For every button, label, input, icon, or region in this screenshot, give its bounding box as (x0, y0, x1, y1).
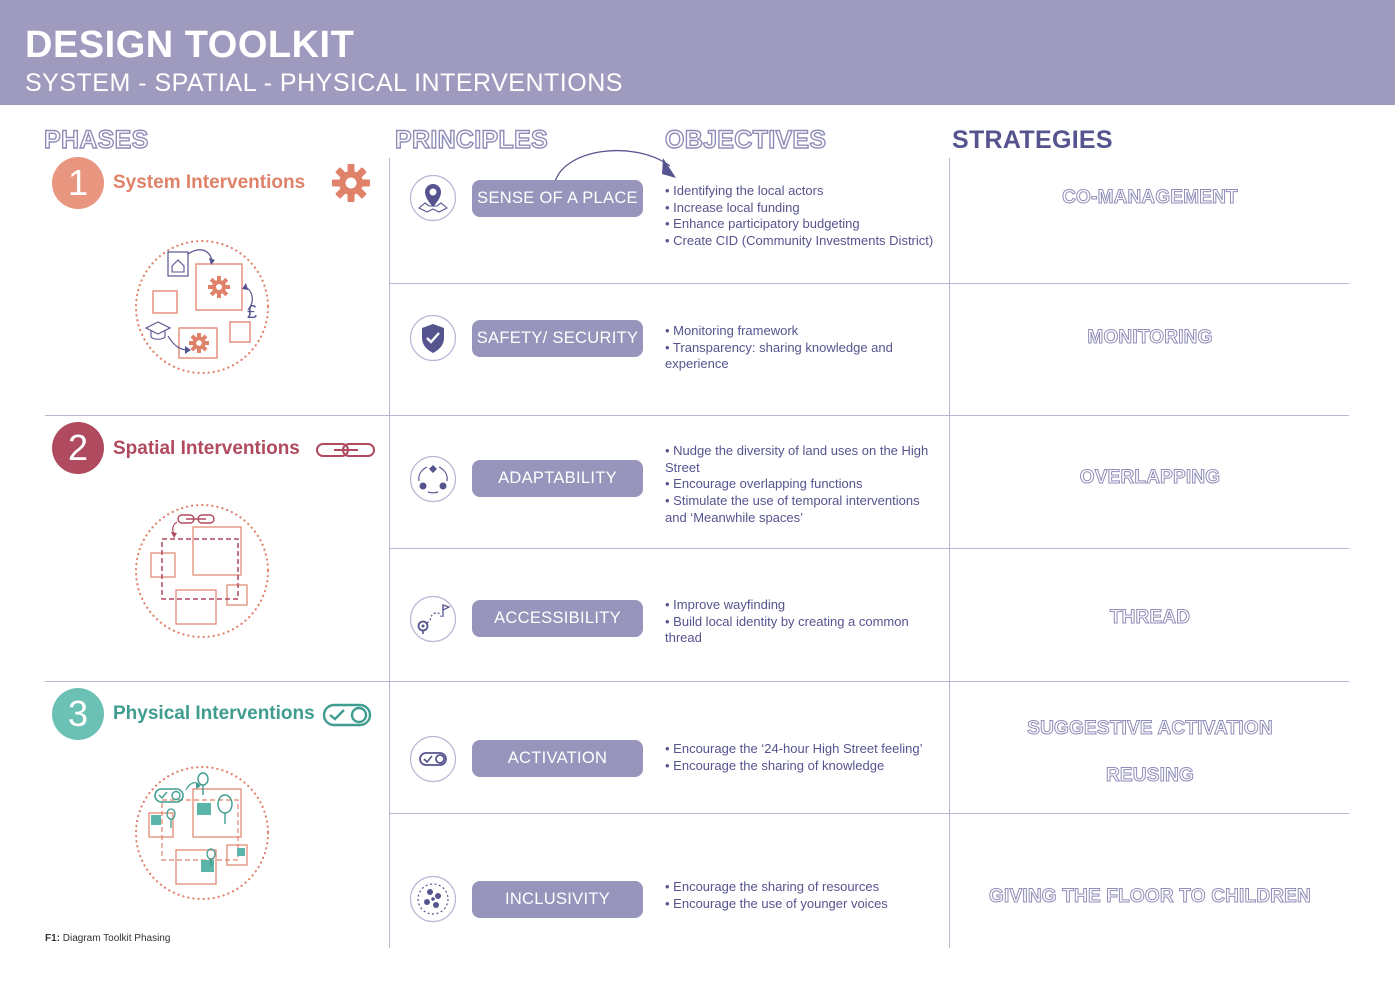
svg-text:£: £ (247, 302, 258, 322)
strategy-monitoring: MONITORING (1087, 327, 1213, 348)
objectives-accessibility (665, 597, 947, 647)
map-pin-icon (409, 174, 457, 222)
phase-2-number: 2 (52, 422, 104, 474)
page-title: DESIGN TOOLKIT (25, 24, 355, 66)
grid-divider (390, 283, 1349, 284)
strategy-suggestive-activation: SUGGESTIVE ACTIVATION (1027, 718, 1273, 739)
principle-activation: ACTIVATION (472, 740, 643, 777)
phase-2-title: Spatial Interventions (113, 438, 300, 459)
figure-caption (45, 933, 170, 944)
column-header-objectives: OBJECTIVES (665, 126, 827, 154)
caption-text: Diagram Toolkit Phasing (60, 933, 171, 944)
phase-1-title: System Interventions (113, 172, 306, 193)
objective-item: • Create CID (Community Investments District) (665, 233, 934, 249)
objective-item: • Encourage the sharing of knowledge (665, 757, 885, 773)
column-header-strategies: STRATEGIES (952, 126, 1113, 154)
principle-safety-security: SAFETY/ SECURITY (472, 320, 643, 357)
objective-item: • Nudge the diversity of land uses on the High (665, 443, 929, 458)
strategy-overlapping: OVERLAPPING (1079, 467, 1221, 488)
objective-item: • Encourage overlapping functions (665, 476, 863, 492)
objectives-sense-of-a-place (665, 183, 947, 250)
strategy-giving-the-floor-to-children: GIVING THE FLOOR TO CHILDREN (989, 886, 1311, 907)
objective-item: • Encourage the use of younger voices (665, 895, 888, 911)
principle-inclusivity: INCLUSIVITY (472, 881, 643, 918)
objective-item: • Increase local funding (665, 199, 800, 215)
grid-divider (45, 681, 1349, 682)
principle-accessibility: ACCESSIBILITY (472, 600, 643, 637)
caption-ref: F1: (45, 933, 60, 944)
grid-divider (389, 158, 390, 948)
physical-illustration (130, 762, 275, 907)
shield-check-icon (409, 314, 457, 362)
objective-item: • Encourage the sharing of resources (665, 879, 880, 894)
objectives-adaptability (665, 443, 947, 527)
strategy-reusing: REUSING (1106, 765, 1194, 786)
objective-item: experience (665, 356, 729, 372)
objective-item: thread (665, 630, 702, 646)
objective-item: • Build local identity by creating a common (665, 613, 909, 629)
objective-item: • Enhance participatory budgeting (665, 216, 860, 232)
spatial-illustration (130, 500, 275, 645)
objective-item: • Stimulate the use of temporal interventions (665, 493, 920, 509)
route-icon (409, 595, 457, 643)
toggle-icon (322, 703, 372, 727)
column-header-phases: PHASES (44, 126, 149, 154)
grid-divider (45, 415, 1349, 416)
objective-item: • Transparency: sharing knowledge and (665, 339, 893, 355)
principle-sense-of-a-place: SENSE OF A PLACE (472, 180, 643, 217)
objective-item: • Improve wayfinding (665, 597, 786, 612)
link-icon (316, 442, 376, 458)
grid-divider (949, 158, 950, 948)
grid-divider (390, 813, 1349, 814)
objectives-inclusivity (665, 879, 947, 912)
phase-3-title: Physical Interventions (113, 703, 315, 724)
objective-item: Street (665, 459, 700, 475)
gear-icon (331, 163, 371, 203)
page-subtitle: SYSTEM - SPATIAL - PHYSICAL INTERVENTIONS (25, 69, 623, 97)
phase-3-number: 3 (52, 688, 104, 740)
people-circle-icon (409, 875, 457, 923)
strategy-co-management: CO-MANAGEMENT (1062, 187, 1238, 208)
grid-divider (390, 548, 1349, 549)
title-banner (0, 0, 1395, 105)
objective-item: • Identifying the local actors (665, 183, 824, 198)
system-illustration (130, 236, 275, 381)
column-header-principles: PRINCIPLES (395, 126, 549, 154)
principle-adaptability: ADAPTABILITY (472, 460, 643, 497)
objective-item: and ‘Meanwhile spaces’ (665, 509, 804, 525)
cycle-icon (409, 455, 457, 503)
phase-1-number: 1 (52, 157, 104, 209)
objectives-safety-security (665, 323, 947, 373)
objectives-activation (665, 741, 947, 774)
strategy-thread: THREAD (1109, 607, 1191, 628)
toggle-icon (409, 735, 457, 783)
objective-item: • Monitoring framework (665, 323, 799, 338)
objective-item: • Encourage the ‘24-hour High Street feeling’ (665, 741, 923, 756)
